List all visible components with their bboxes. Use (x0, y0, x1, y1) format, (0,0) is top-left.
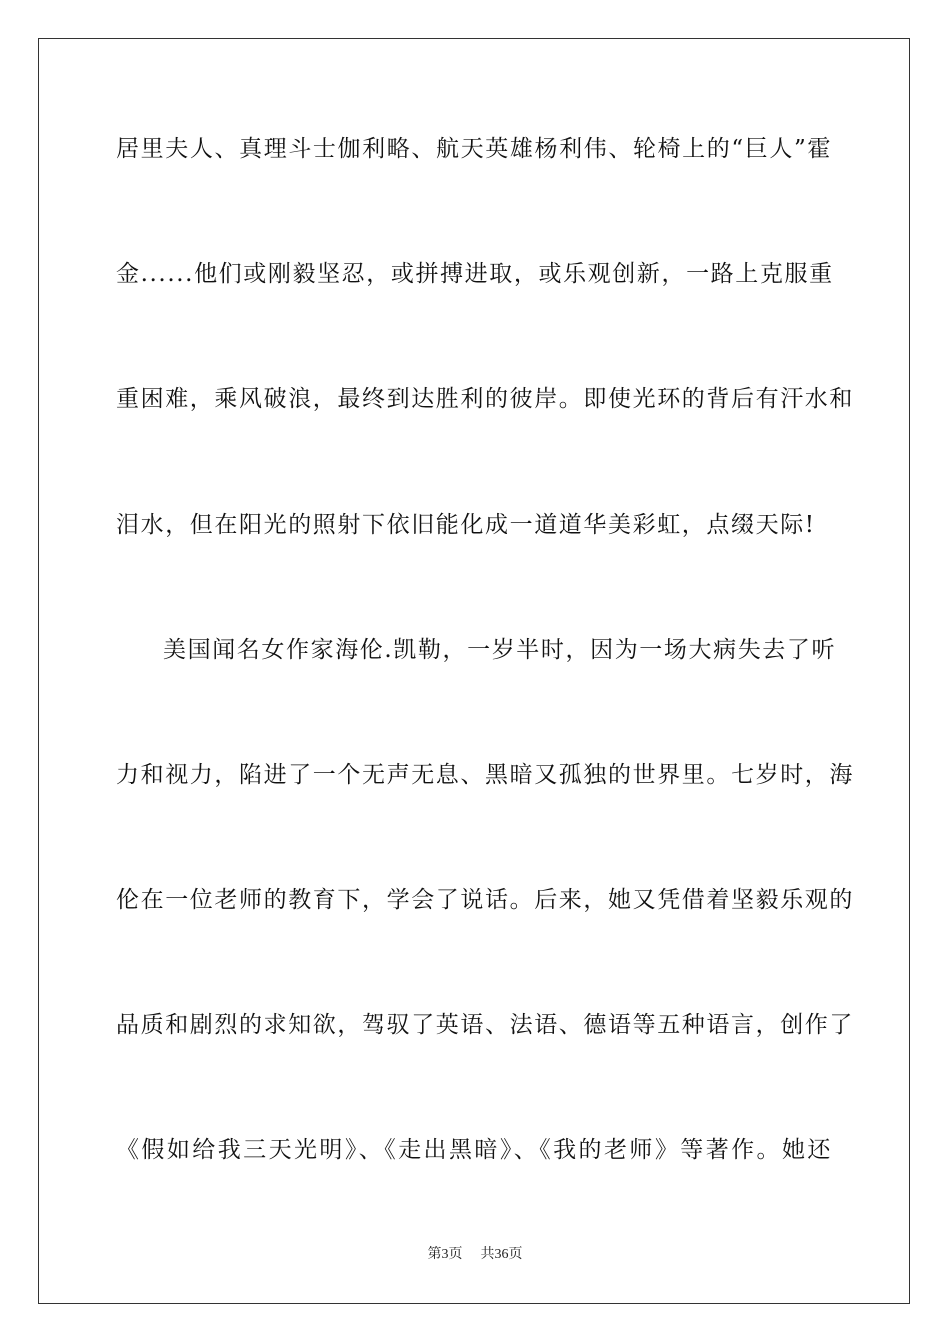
page-total: 共36页 (480, 1247, 523, 1262)
paragraph-line-9: 《假如给我三天光明》、《走出黑暗》、《我的老师》等著作。她还 (116, 1137, 832, 1163)
paragraph-line-3: 重困难，乘风破浪，最终到达胜利的彼岸。即使光环的背后有汗水和 (116, 386, 854, 412)
paragraph-line-6: 力和视力，陷进了一个无声无息、黑暗又孤独的世界里。七岁时，海 (116, 762, 854, 788)
paragraph-line-5: 美国闻名女作家海伦.凯勒，一岁半时，因为一场大病失去了听 (163, 637, 837, 663)
paragraph-line-8: 品质和剧烈的求知欲，驾驭了英语、法语、德语等五种语言，创作了 (116, 1012, 854, 1038)
page-border (38, 38, 910, 1304)
paragraph-line-4: 泪水，但在阳光的照射下依旧能化成一道道华美彩虹，点缀天际! (116, 512, 816, 538)
page-footer (0, 1246, 950, 1264)
paragraph-line-2: 金......他们或刚毅坚忍，或拼搏进取，或乐观创新，一路上克服重 (116, 261, 834, 287)
page-number: 第3页 (427, 1247, 463, 1262)
paragraph-line-7: 伦在一位老师的教育下，学会了说话。后来，她又凭借着坚毅乐观的 (116, 887, 854, 913)
paragraph-line-1: 居里夫人、真理斗士伽利略、航天英雄杨利伟、轮椅上的“巨人”霍 (116, 136, 832, 162)
